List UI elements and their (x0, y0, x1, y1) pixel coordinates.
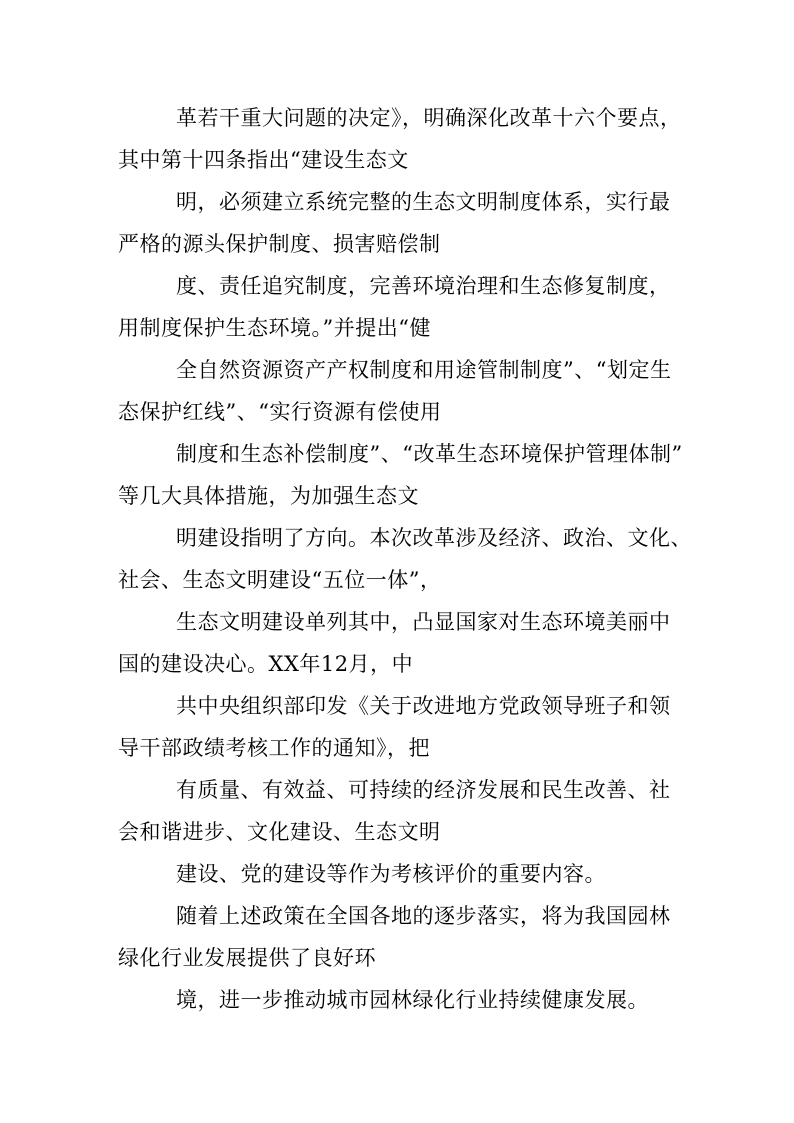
text-line: 度、责任追究制度，完善环境治理和生态修复制度， (176, 274, 671, 298)
text-line: 其中第十四条指出“建设生态文 (118, 148, 409, 172)
text-line: 社会、生态文明建设“五位一体”， (118, 568, 442, 592)
text-line: 国的建设决心。XX年12月，中 (118, 652, 414, 676)
text-line: 全自然资源资产产权制度和用途管制制度”、“划定生 (176, 358, 672, 382)
text-line: 等几大具体措施，为加强生态文 (118, 484, 419, 508)
text-line: 建设、党的建设等作为考核评价的重要内容。 (176, 862, 606, 886)
text-line: 生态文明建设单列其中，凸显国家对生态环境美丽中 (176, 610, 671, 634)
text-line: 制度和生态补偿制度”、“改革生态环境保护管理体制” (176, 442, 683, 466)
text-line: 境，进一步推动城市园林绿化行业持续健康发展。 (176, 988, 649, 1012)
text-line: 随着上述政策在全国各地的逐步落实，将为我国园林 (176, 904, 671, 928)
text-line: 绿化行业发展提供了良好环 (118, 946, 376, 970)
text-line: 革若干重大问题的决定》，明确深化改革十六个要点， (176, 106, 682, 130)
text-line: 严格的源头保护制度、损害赔偿制 (118, 232, 441, 256)
text-line: 明，必须建立系统完整的生态文明制度体系，实行最 (176, 190, 671, 214)
text-line: 共中央组织部印发《关于改进地方党政领导班子和领 (176, 694, 671, 718)
text-line: 态保护红线”、“实行资源有偿使用 (118, 400, 442, 424)
text-line: 用制度保护生态环境。”并提出“健 (118, 316, 431, 340)
text-line: 明建设指明了方向。本次改革涉及经济、政治、文化、 (176, 526, 692, 550)
text-line: 会和谐进步、文化建设、生态文明 (118, 820, 441, 844)
text-line: 导干部政绩考核工作的通知》，把 (118, 736, 430, 760)
text-line: 有质量、有效益、可持续的经济发展和民生改善、社 (176, 778, 671, 802)
